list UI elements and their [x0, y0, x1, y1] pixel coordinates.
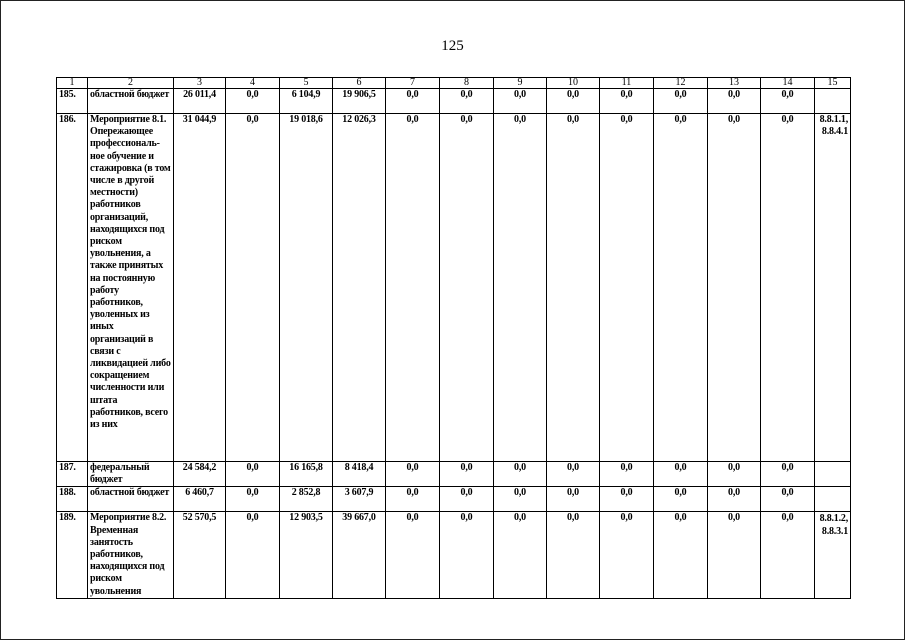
value-cell: 0,0 [547, 487, 600, 512]
value-cell: 0,0 [386, 462, 440, 487]
table-row [57, 487, 851, 512]
value-cell: 3 607,9 [333, 487, 386, 512]
code-cell: 8.8.1.2, 8.8.3.1 [815, 512, 851, 598]
value-cell: 0,0 [761, 462, 815, 487]
value-cell: 0,0 [600, 114, 654, 462]
row-name: Мероприятие 8.1. Опережающее профессиональ-ное обучение и стажировка (в том числе в другой местности) работников организаций, находящихся под риском увольнения, а также принятых на постоянную работу работников, уволенных из иных организаций в связи с ликвидацией либо сокращением численности или штата работников, всего из них [88, 114, 174, 462]
value-cell: 0,0 [386, 487, 440, 512]
column-header: 12 [654, 78, 708, 89]
value-cell: 0,0 [440, 462, 494, 487]
column-header: 9 [494, 78, 547, 89]
value-cell: 0,0 [440, 114, 494, 462]
value-cell: 24 584,2 [174, 462, 226, 487]
value-cell: 0,0 [654, 89, 708, 114]
code-cell [815, 462, 851, 487]
value-cell: 12 026,3 [333, 114, 386, 462]
value-cell: 0,0 [761, 487, 815, 512]
value-cell: 0,0 [708, 462, 761, 487]
value-cell: 0,0 [386, 114, 440, 462]
row-name: Мероприятие 8.2. Временная занятость работников, находящихся под риском увольнения [88, 512, 174, 598]
value-cell: 19 018,6 [280, 114, 333, 462]
code-cell [815, 487, 851, 512]
value-cell: 0,0 [600, 487, 654, 512]
value-cell: 0,0 [708, 89, 761, 114]
value-cell: 0,0 [600, 512, 654, 598]
value-cell: 0,0 [226, 512, 280, 598]
value-cell: 26 011,4 [174, 89, 226, 114]
column-header: 11 [600, 78, 654, 89]
column-header: 14 [761, 78, 815, 89]
value-cell: 0,0 [494, 487, 547, 512]
code-cell [815, 89, 851, 114]
column-header: 7 [386, 78, 440, 89]
code-cell: 8.8.1.1, 8.8.4.1 [815, 114, 851, 462]
table-row [57, 89, 851, 114]
value-cell: 0,0 [440, 89, 494, 114]
value-cell: 0,0 [654, 512, 708, 598]
value-cell: 8 418,4 [333, 462, 386, 487]
value-cell: 16 165,8 [280, 462, 333, 487]
column-header: 8 [440, 78, 494, 89]
value-cell: 0,0 [654, 487, 708, 512]
value-cell: 0,0 [547, 114, 600, 462]
column-header: 3 [174, 78, 226, 89]
column-header: 2 [88, 78, 174, 89]
value-cell: 0,0 [708, 512, 761, 598]
value-cell: 0,0 [440, 512, 494, 598]
value-cell: 0,0 [494, 512, 547, 598]
row-number: 186. [57, 114, 88, 462]
column-header: 5 [280, 78, 333, 89]
value-cell: 6 460,7 [174, 487, 226, 512]
column-header: 6 [333, 78, 386, 89]
value-cell: 0,0 [761, 89, 815, 114]
value-cell: 0,0 [226, 114, 280, 462]
budget-table [56, 77, 851, 599]
value-cell: 0,0 [494, 89, 547, 114]
value-cell: 0,0 [226, 462, 280, 487]
value-cell: 39 667,0 [333, 512, 386, 598]
row-name: областной бюджет [88, 89, 174, 114]
column-number-row [57, 78, 851, 89]
row-name: областной бюджет [88, 487, 174, 512]
value-cell: 19 906,5 [333, 89, 386, 114]
value-cell: 0,0 [708, 487, 761, 512]
column-header: 10 [547, 78, 600, 89]
value-cell: 0,0 [761, 512, 815, 598]
value-cell: 0,0 [226, 487, 280, 512]
value-cell: 0,0 [226, 89, 280, 114]
value-cell: 6 104,9 [280, 89, 333, 114]
value-cell: 0,0 [386, 512, 440, 598]
value-cell: 0,0 [708, 114, 761, 462]
row-name: федеральный бюджет [88, 462, 174, 487]
row-number: 189. [57, 512, 88, 598]
table-row [57, 462, 851, 487]
value-cell: 2 852,8 [280, 487, 333, 512]
table-row [57, 512, 851, 598]
row-number: 185. [57, 89, 88, 114]
value-cell: 0,0 [654, 114, 708, 462]
value-cell: 0,0 [494, 114, 547, 462]
value-cell: 0,0 [547, 89, 600, 114]
value-cell: 0,0 [600, 462, 654, 487]
value-cell: 0,0 [761, 114, 815, 462]
value-cell: 12 903,5 [280, 512, 333, 598]
column-header: 15 [815, 78, 851, 89]
value-cell: 0,0 [547, 512, 600, 598]
value-cell: 0,0 [600, 89, 654, 114]
row-number: 187. [57, 462, 88, 487]
value-cell: 52 570,5 [174, 512, 226, 598]
value-cell: 0,0 [494, 462, 547, 487]
column-header: 4 [226, 78, 280, 89]
page-number: 125 [441, 38, 464, 54]
column-header: 1 [57, 78, 88, 89]
value-cell: 0,0 [386, 89, 440, 114]
column-header: 13 [708, 78, 761, 89]
value-cell: 0,0 [547, 462, 600, 487]
value-cell: 0,0 [654, 462, 708, 487]
value-cell: 0,0 [440, 487, 494, 512]
table-row [57, 114, 851, 462]
row-number: 188. [57, 487, 88, 512]
value-cell: 31 044,9 [174, 114, 226, 462]
